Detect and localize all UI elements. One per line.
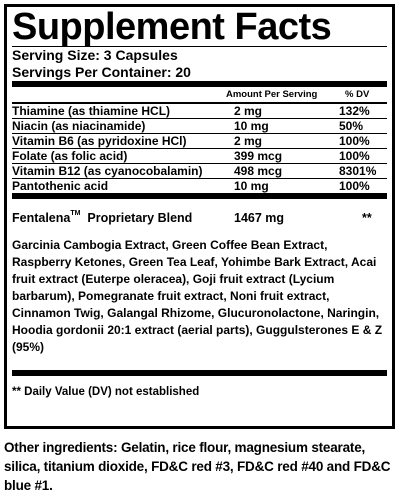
nutrient-name: Pantothenic acid — [12, 179, 109, 193]
nutrient-name: Niacin (as niacinamide) — [12, 119, 146, 133]
nutrient-amount: 498 mcg — [234, 164, 283, 178]
nutrient-dv: 100% — [339, 179, 370, 193]
nutrient-dv: 100% — [339, 134, 370, 148]
nutrient-table — [12, 104, 387, 193]
nutrient-row — [12, 179, 387, 193]
blend-name — [12, 207, 192, 229]
blend-label: Proprietary Blend — [87, 211, 193, 225]
column-header — [12, 87, 387, 102]
nutrient-dv: 8301% — [339, 164, 377, 178]
dv-footnote: ** Daily Value (DV) not established — [12, 386, 200, 398]
nutrient-name: Vitamin B6 (as pyridoxine HCl) — [12, 134, 187, 148]
nutrient-dv: 50% — [339, 119, 364, 133]
nutrient-row — [12, 119, 387, 134]
nutrient-amount: 10 mg — [234, 119, 269, 133]
supplement-facts-panel — [4, 4, 395, 429]
blend-amount: 1467 mg — [234, 211, 285, 225]
nutrient-name: Folate (as folic acid) — [12, 149, 128, 163]
nutrient-row — [12, 164, 387, 179]
nutrient-name: Vitamin B12 (as cyanocobalamin) — [12, 164, 203, 178]
nutrient-row — [12, 104, 387, 119]
trademark-mark: TM — [70, 210, 81, 217]
serving-size: Serving Size: 3 Capsules — [12, 47, 178, 63]
blend-ingredients: Garcinia Cambogia Extract, Green Coffee Bean Extract, Raspberry Ketones, Green Tea Leaf, Yohimbe Bark Extract, Acai fruit extract (Euterpe oleracea), Goji fruit extract (Lycium barbarum), Pomegranate fruit extract, Noni fruit extract, Cinnamon Twig, Galangal Rhizome, Glucuronolactone, Naringin, Hoodia gordonii 20:1 extract (aerial parts), Guggulsterones E & Z (95%) — [12, 238, 383, 354]
nutrient-name: Thiamine (as thiamine HCL) — [12, 104, 171, 118]
column-amount-label: Amount Per Serving — [226, 89, 318, 100]
other-ingredients: Other ingredients: Gelatin, rice flour, magnesium stearate, silica, titanium dioxide, FD&C red #3, FD&C red #40 and FD&C blue #1. — [4, 440, 391, 493]
nutrient-dv: 132% — [339, 104, 370, 118]
proprietary-blend-row — [12, 207, 387, 229]
nutrient-amount: 2 mg — [234, 134, 263, 148]
column-dv-label: % DV — [345, 89, 370, 100]
blend-brand: Fentalena — [12, 211, 71, 225]
nutrient-row — [12, 149, 387, 164]
nutrient-amount: 399 mcg — [234, 149, 283, 163]
panel-title: Supplement Facts — [12, 6, 332, 48]
servings-per-container: Servings Per Container: 20 — [12, 64, 191, 80]
nutrient-amount: 10 mg — [234, 179, 269, 193]
nutrient-row — [12, 134, 387, 149]
blend-dv: ** — [362, 211, 372, 225]
nutrient-dv: 100% — [339, 149, 370, 163]
nutrient-amount: 2 mg — [234, 104, 263, 118]
